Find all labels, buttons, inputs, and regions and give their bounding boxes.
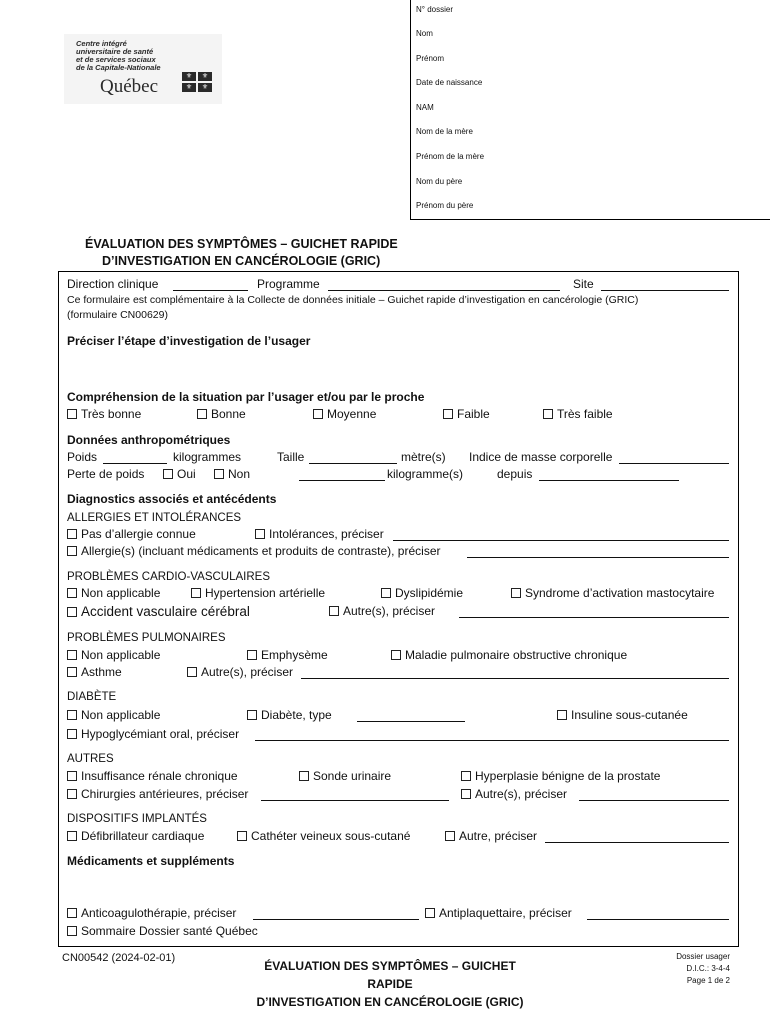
- form-body: [58, 271, 739, 947]
- checkbox-icon: [443, 409, 453, 419]
- depuis-input[interactable]: [539, 470, 679, 481]
- checkbox-insuffisance-renale[interactable]: Insuffisance rénale chronique: [67, 769, 238, 784]
- site-label: Site: [573, 277, 594, 291]
- checkbox-icon: [511, 588, 521, 598]
- checkbox-icon: [163, 469, 173, 479]
- checkbox-sommaire-dsq[interactable]: Sommaire Dossier santé Québec: [67, 924, 258, 939]
- checkbox-icon: [313, 409, 323, 419]
- checkbox-icon: [543, 409, 553, 419]
- site-input[interactable]: [601, 280, 729, 291]
- checkbox-icon: [67, 409, 77, 419]
- checkbox-icon: [381, 588, 391, 598]
- checkbox-cardio-na[interactable]: Non applicable: [67, 586, 160, 601]
- checkbox-icon: [191, 588, 201, 598]
- id-field-prenom-pere[interactable]: Prénom du père: [416, 201, 474, 211]
- checkbox-icon: [67, 831, 77, 841]
- ciusss-logo: [64, 34, 222, 104]
- checkbox-perte-oui[interactable]: Oui: [163, 467, 196, 482]
- checkbox-catheter[interactable]: Cathéter veineux sous-cutané: [237, 829, 410, 844]
- checkbox-icon: [67, 710, 77, 720]
- checkbox-icon: [329, 606, 339, 616]
- checkbox-icon: [557, 710, 567, 720]
- checkbox-allergies[interactable]: Allergie(s) (incluant médicaments et produits de contraste), préciser: [67, 544, 440, 559]
- chirurgies-input[interactable]: [261, 790, 449, 801]
- checkbox-syndrome-mastocytaire[interactable]: Syndrome d’activation mastocytaire: [511, 586, 714, 601]
- checkbox-icon: [247, 710, 257, 720]
- id-field-nom-pere[interactable]: Nom du père: [416, 176, 463, 186]
- checkbox-icon: [255, 529, 265, 539]
- imc-label: Indice de masse corporelle: [469, 450, 613, 464]
- checkbox-intolerances[interactable]: Intolérances, préciser: [255, 527, 384, 542]
- cardio-heading: PROBLÈMES CARDIO-VASCULAIRES: [67, 571, 271, 583]
- direction-input[interactable]: [173, 280, 248, 291]
- checkbox-dispositif-autre[interactable]: Autre, préciser: [445, 829, 537, 844]
- form-title: ÉVALUATION DES SYMPTÔMES – GUICHET RAPIDE D’INVESTIGATION EN CANCÉROLOGIE (GRIC): [85, 237, 398, 268]
- kilogrammes-label: kilogrammes: [173, 450, 242, 464]
- fleur-de-lis-flag-icon: ⚜ ⚜ ⚜ ⚜: [182, 72, 214, 94]
- checkbox-tres-faible[interactable]: Très faible: [543, 407, 613, 422]
- checkbox-hypoglycemiant[interactable]: Hypoglycémiant oral, préciser: [67, 727, 239, 742]
- footer-page: Page 1 de 2: [686, 976, 730, 985]
- checkbox-icon: [425, 908, 435, 918]
- checkbox-chirurgies[interactable]: Chirurgies antérieures, préciser: [67, 787, 248, 802]
- antiplaquettaire-input[interactable]: [587, 909, 729, 920]
- checkbox-antiplaquettaire[interactable]: Antiplaquettaire, préciser: [425, 906, 572, 921]
- checkbox-avc[interactable]: Accident vasculaire cérébral: [67, 604, 250, 619]
- checkbox-icon: [67, 926, 77, 936]
- programme-label: Programme: [257, 277, 320, 291]
- hypoglycemiant-input[interactable]: [255, 730, 729, 741]
- checkbox-icon: [67, 789, 77, 799]
- checkbox-tres-bonne[interactable]: Très bonne: [67, 407, 141, 422]
- checkbox-perte-non[interactable]: Non: [214, 467, 250, 482]
- comprehension-heading: Compréhension de la situation par l’usager et/ou par le proche: [67, 390, 425, 404]
- perte-poids-label: Perte de poids: [67, 467, 145, 481]
- medicaments-input[interactable]: [67, 872, 727, 902]
- pulmo-autres-input[interactable]: [301, 668, 729, 679]
- checkbox-dyslipidemie[interactable]: Dyslipidémie: [381, 586, 463, 601]
- checkbox-icon: [187, 667, 197, 677]
- dispositifs-heading: DISPOSITIFS IMPLANTÉS: [67, 813, 207, 825]
- checkbox-asthme[interactable]: Asthme: [67, 665, 122, 680]
- checkbox-icon: [67, 667, 77, 677]
- footer-dic: D.I.C.: 3-4-4: [686, 964, 730, 973]
- checkbox-pulmo-na[interactable]: Non applicable: [67, 648, 160, 663]
- dispositif-autre-input[interactable]: [545, 832, 729, 843]
- id-field-nom-mere[interactable]: Nom de la mère: [416, 127, 473, 137]
- checkbox-icon: [67, 607, 77, 617]
- checkbox-anticoagulotherapie[interactable]: Anticoagulothérapie, préciser: [67, 906, 236, 921]
- checkbox-pulmo-autres[interactable]: Autre(s), préciser: [187, 665, 293, 680]
- checkbox-icon: [197, 409, 207, 419]
- checkbox-hypertension[interactable]: Hypertension artérielle: [191, 586, 325, 601]
- taille-input[interactable]: [309, 453, 397, 464]
- id-field-prenom[interactable]: Prénom: [416, 53, 445, 63]
- footer-title: ÉVALUATION DES SYMPTÔMES – GUICHET RAPIDE D’INVESTIGATION EN CANCÉROLOGIE (GRIC): [256, 959, 524, 1009]
- checkbox-autres-autres[interactable]: Autre(s), préciser: [461, 787, 567, 802]
- id-field-prenom-mere[interactable]: Prénom de la mère: [416, 151, 485, 161]
- checkbox-icon: [247, 650, 257, 660]
- id-field-nom[interactable]: Nom: [416, 29, 433, 38]
- medicaments-heading: Médicaments et suppléments: [67, 854, 235, 868]
- kilogrammes-perte-label: kilogramme(s): [387, 467, 464, 481]
- checkbox-icon: [461, 789, 471, 799]
- allergies-input[interactable]: [467, 547, 729, 558]
- checkbox-pas-allergie[interactable]: Pas d’allergie connue: [67, 527, 196, 542]
- checkbox-moyenne[interactable]: Moyenne: [313, 407, 376, 422]
- checkbox-cardio-autres[interactable]: Autre(s), préciser: [329, 604, 435, 619]
- patient-id-box: [410, 0, 770, 220]
- diabete-heading: DIABÈTE: [67, 691, 117, 703]
- checkbox-icon: [67, 771, 77, 781]
- checkbox-icon: [445, 831, 455, 841]
- form-code: CN00542 (2024-02-01): [62, 952, 176, 964]
- cardio-autres-input[interactable]: [459, 607, 729, 618]
- programme-input[interactable]: [328, 280, 560, 291]
- intolerances-input[interactable]: [393, 530, 729, 541]
- checkbox-icon: [67, 650, 77, 660]
- poids-label: Poids: [67, 450, 98, 464]
- etape-heading: Préciser l’étape d’investigation de l’usager: [67, 334, 311, 348]
- pulmo-heading: PROBLÈMES PULMONAIRES: [67, 632, 226, 644]
- perte-poids-input[interactable]: [299, 470, 385, 481]
- anthropo-heading: Données anthropométriques: [67, 433, 231, 447]
- footer-dossier: Dossier usager: [676, 952, 730, 961]
- checkbox-hyperplasie[interactable]: Hyperplasie bénigne de la prostate: [461, 769, 660, 784]
- checkbox-icon: [67, 546, 77, 556]
- poids-input[interactable]: [103, 453, 167, 464]
- autres-heading: AUTRES: [67, 753, 114, 765]
- logo-wordmark: Québec: [100, 76, 159, 97]
- anticoagulotherapie-input[interactable]: [253, 909, 419, 920]
- checkbox-faible[interactable]: Faible: [443, 407, 490, 422]
- allergies-heading: ALLERGIES ET INTOLÉRANCES: [67, 512, 242, 524]
- checkbox-icon: [67, 529, 77, 539]
- form-note: Ce formulaire est complémentaire à la Collecte de données initiale – Guichet rapide d’investigation en cancérologie (GRIC): [67, 294, 639, 306]
- checkbox-icon: [67, 588, 77, 598]
- diabete-type-input[interactable]: [357, 711, 465, 722]
- checkbox-sonde-urinaire[interactable]: Sonde urinaire: [299, 769, 391, 784]
- checkbox-icon: [67, 729, 77, 739]
- direction-label: Direction clinique: [67, 277, 159, 291]
- checkbox-defibrillateur[interactable]: Défibrillateur cardiaque: [67, 829, 204, 844]
- checkbox-diabete-na[interactable]: Non applicable: [67, 708, 160, 723]
- checkbox-icon: [391, 650, 401, 660]
- checkbox-emphyseme[interactable]: Emphysème: [247, 648, 328, 663]
- checkbox-icon: [299, 771, 309, 781]
- imc-input[interactable]: [619, 453, 729, 464]
- metres-label: mètre(s): [401, 450, 446, 464]
- id-field-date-naissance[interactable]: Date de naissance: [416, 78, 483, 88]
- footer-meta: [640, 951, 730, 987]
- checkbox-icon: [67, 908, 77, 918]
- id-field-dossier[interactable]: N° dossier: [416, 5, 453, 14]
- checkbox-icon: [461, 771, 471, 781]
- taille-label: Taille: [277, 450, 305, 464]
- checkbox-insuline[interactable]: Insuline sous-cutanée: [557, 708, 688, 723]
- etape-input[interactable]: [67, 352, 727, 388]
- form-note-ref: (formulaire CN00629): [67, 309, 168, 321]
- id-field-nam[interactable]: NAM: [416, 102, 434, 112]
- checkbox-bonne[interactable]: Bonne: [197, 407, 246, 422]
- depuis-label: depuis: [497, 467, 533, 481]
- diagnostics-heading: Diagnostics associés et antécédents: [67, 492, 277, 506]
- checkbox-mpoc[interactable]: Maladie pulmonaire obstructive chronique: [391, 648, 627, 663]
- logo-org-name: Centre intégré universitaire de santé et de services sociaux de la Capitale-Nationale: [76, 39, 161, 72]
- checkbox-icon: [237, 831, 247, 841]
- autres-autres-input[interactable]: [579, 790, 729, 801]
- checkbox-diabete-type[interactable]: Diabète, type: [247, 708, 332, 723]
- checkbox-icon: [214, 469, 224, 479]
